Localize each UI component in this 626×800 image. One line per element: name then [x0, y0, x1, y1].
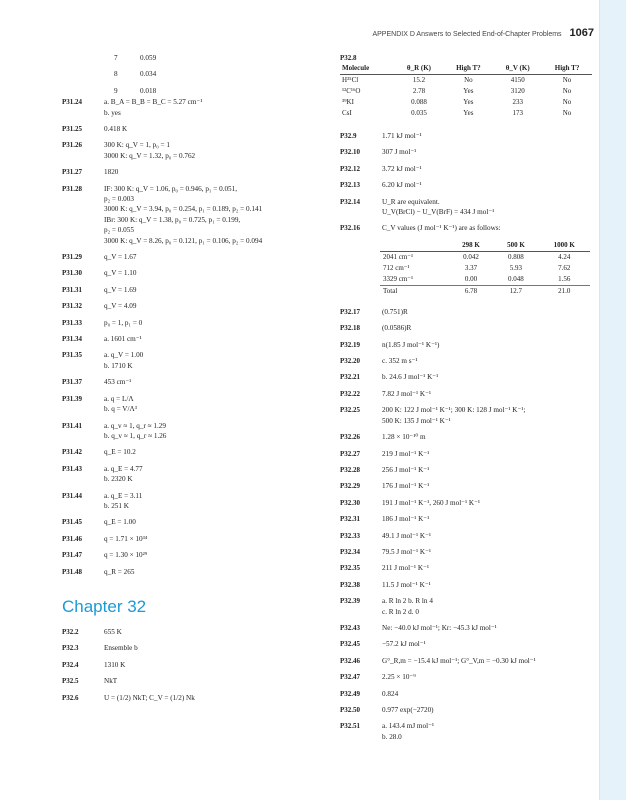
answer-text: a. q_E = 4.77 [104, 464, 143, 473]
answer-entry [340, 481, 592, 491]
table-cell: 3120 [510, 87, 525, 95]
answer-text: a. R ln 2 b. R ln 4 [382, 597, 433, 606]
answer-text: Ne: −40.0 kJ mol⁻¹; Kr: −45.3 kJ mol⁻¹ [382, 623, 497, 632]
answer-text: p₂ = 0.055 [104, 226, 134, 235]
answer-text: 186 J mol⁻¹ K⁻¹ [382, 515, 430, 524]
answer-text: 11.5 J mol⁻¹ K⁻¹ [382, 580, 431, 589]
answer-text: U_R are equivalent. [382, 197, 440, 206]
answer-entry [340, 180, 592, 190]
row-index: 7 [114, 54, 118, 62]
table-cell: 0.088 [411, 98, 427, 106]
table-cell: CsI [342, 109, 352, 117]
table-cell: Yes [463, 98, 474, 106]
table-cell: 4150 [510, 76, 525, 84]
answer-label: P32.17 [340, 307, 361, 316]
table-cell: 712 cm⁻¹ [383, 263, 410, 272]
table-cell: Total [380, 285, 448, 297]
answer-label: P31.35 [62, 351, 83, 360]
answer-entry [340, 307, 592, 317]
p31-23-continuation [62, 54, 327, 97]
answer-label: P31.30 [62, 269, 83, 278]
answer-label: P32.50 [340, 706, 361, 714]
answer-label: P31.39 [62, 394, 83, 403]
answer-text: 1820 [104, 168, 119, 177]
answer-text: IF: 300 K: q_V = 1.06, p₀ = 0.946, p₁ = 0.051, [104, 184, 238, 193]
answer-text: a. 1601 cm⁻¹ [104, 335, 142, 344]
answer-label: P32.6 [62, 693, 79, 702]
table-row [340, 86, 592, 97]
column-header [380, 240, 448, 252]
answer-entry [62, 124, 327, 134]
table-cell: 3329 cm⁻¹ [383, 274, 414, 283]
table-cell: 0.00 [464, 274, 478, 283]
answer-entry [62, 464, 327, 485]
answer-text: U_V(BrCl) − U_V(BrF) = 434 J mol⁻¹ [382, 208, 495, 217]
answer-entry [62, 301, 327, 311]
answer-entry [62, 550, 327, 560]
answer-text: b. yes [104, 108, 121, 117]
column-header: 500 K [493, 240, 538, 252]
answer-entry [62, 268, 327, 278]
answer-text: 3000 K: q_V = 1.32, p₀ = 0.762 [104, 151, 196, 160]
answer-label: P32.47 [340, 673, 361, 682]
answer-entry [62, 491, 327, 512]
answer-entry [340, 656, 592, 666]
chapter32-answers-left [62, 627, 327, 703]
answer-entry [62, 318, 327, 328]
row-index: 8 [114, 70, 118, 79]
table-cell: ³⁹KI [342, 98, 354, 106]
answer-text: 3000 K: q_V = 8.26, p₀ = 0.121, p₁ = 0.106, p₂ = 0.094 [104, 236, 263, 245]
answer-label: P32.18 [340, 324, 361, 333]
answer-label: P31.31 [62, 285, 83, 294]
table-cell: Yes [463, 87, 474, 95]
table-cell: 2041 cm⁻¹ [383, 252, 414, 261]
table-cell: No [464, 76, 473, 84]
table-cell: 173 [512, 109, 523, 117]
answer-entry [340, 405, 592, 426]
answer-text: a. q_v ≈ 1, q_r ≈ 1.29 [104, 421, 166, 430]
answer-text: 1310 K [104, 660, 126, 669]
answer-text: n(1.85 J mol⁻¹ K⁻¹) [382, 340, 440, 349]
chapter32-answers-right-a [340, 131, 592, 234]
answer-label: P32.13 [340, 181, 361, 190]
answer-entry [62, 184, 327, 246]
answer-entry [340, 580, 592, 590]
answer-label: P31.46 [62, 534, 83, 543]
answer-text: a. B_A = B_B = B_C = 5.27 cm⁻¹ [104, 98, 203, 107]
answer-text: q = 1.30 × 10²⁹ [104, 551, 148, 560]
answer-entry [62, 421, 327, 442]
table-row [380, 274, 590, 286]
table-cell: 7.62 [558, 263, 571, 272]
answer-label: P32.10 [340, 148, 361, 157]
answer-entry [62, 285, 327, 295]
answer-entry [340, 672, 592, 682]
answer-text: 0.824 [382, 689, 399, 698]
answer-entry [340, 372, 592, 382]
answer-text: q_E = 10.2 [104, 448, 136, 457]
table-cell: ¹²C¹⁶O [342, 87, 361, 95]
answer-label: P32.43 [340, 623, 361, 632]
column-header: 1000 K [538, 240, 590, 252]
answer-text: b. 1710 K [104, 361, 133, 370]
answer-label: P31.45 [62, 518, 83, 527]
answer-label: P32.29 [340, 482, 361, 491]
answer-entry [340, 721, 592, 742]
answer-entry [340, 514, 592, 524]
answer-label: P32.31 [340, 515, 361, 524]
answer-text: (0.0586)R [382, 324, 412, 333]
answer-text: IBr: 300 K: q_V = 1.38, p₀ = 0.725, p₁ = 0.199, [104, 215, 241, 224]
answer-label: P32.49 [340, 689, 361, 698]
answer-entry [62, 252, 327, 262]
answer-entry [340, 449, 592, 459]
table-cell: No [562, 98, 572, 106]
answer-entry [62, 334, 327, 344]
answer-entry [340, 356, 592, 366]
table-cell: 5.93 [509, 263, 523, 272]
answer-label: P31.26 [62, 141, 83, 150]
answer-text: c. R ln 2 d. 0 [382, 607, 419, 616]
answer-entry [340, 563, 592, 573]
answer-entry [62, 660, 327, 670]
answer-label: P31.44 [62, 491, 83, 500]
answer-text: 307 J mol⁻¹ [382, 148, 417, 157]
chapter-heading: Chapter 32 [62, 596, 147, 616]
answer-entry [62, 97, 327, 118]
answer-entry [62, 350, 327, 371]
answer-entry [340, 197, 592, 218]
column-header: 298 K [448, 240, 493, 252]
answer-text: 300 K: q_V = 1, p₀ = 1 [104, 141, 170, 150]
answer-text: NkT [104, 677, 118, 686]
answer-text: 256 J mol⁻¹ K⁻¹ [382, 465, 430, 474]
chapter31-answers [62, 97, 327, 577]
p32-8-table [340, 63, 592, 119]
answer-label: P32.51 [340, 722, 361, 731]
table-cell: 233 [512, 98, 523, 106]
answer-label: P32.5 [62, 677, 79, 686]
answer-label: P31.33 [62, 318, 83, 327]
answer-text: U = (1/2) NkT; C_V = (1/2) Nk [104, 693, 195, 702]
column-header: θ_R (K) [394, 63, 443, 75]
answer-entry [62, 693, 327, 703]
answer-text: q_V = 4.09 [104, 302, 137, 311]
answer-label: P32.22 [340, 389, 361, 398]
table-cell: 6.78 [448, 285, 493, 297]
answer-text: (0.751)R [382, 307, 408, 316]
answer-entry [340, 147, 592, 157]
answer-text: 0.418 K [104, 124, 128, 133]
column-header: High T? [443, 63, 493, 75]
answer-label: P31.48 [62, 567, 83, 576]
answer-text: 211 J mol⁻¹ K⁻¹ [382, 564, 429, 573]
answer-text: c. 352 m s⁻¹ [382, 357, 418, 366]
answer-label: P32.9 [340, 132, 357, 140]
row-value: 0.034 [140, 70, 157, 79]
answer-entry [62, 643, 327, 653]
answer-entry [340, 623, 592, 633]
answer-text: b. 251 K [104, 501, 129, 510]
answer-label: P32.34 [340, 547, 361, 556]
answer-text: 79.5 J mol⁻¹ K⁻¹ [382, 547, 432, 556]
answer-text: q_E = 1.00 [104, 518, 136, 527]
answer-text: q_R = 265 [104, 567, 135, 576]
answer-entry [62, 567, 327, 577]
answer-text: a. q_E = 3.11 [104, 491, 143, 500]
answer-text: b. q = V/Λ³ [104, 405, 137, 414]
answer-text: p₀ = 1, p₁ = 0 [104, 318, 143, 327]
column-header: θ_V (K) [493, 63, 542, 75]
running-head: APPENDIX D Answers to Selected End-of-Chapter Problems [372, 31, 562, 38]
answer-label: P32.39 [340, 597, 361, 606]
answer-text: 7.82 J mol⁻¹ K⁻¹ [382, 389, 432, 398]
answer-label: P32.4 [62, 660, 79, 669]
table-cell: 0.048 [508, 274, 524, 283]
table-cell: No [562, 109, 572, 117]
answer-text: b. 2320 K [104, 475, 133, 484]
row-value: 0.018 [140, 86, 157, 95]
answer-label: P32.38 [340, 580, 361, 589]
answer-text: a. 143.4 mJ mol⁻¹ [382, 722, 435, 731]
answer-label: P32.25 [340, 406, 361, 415]
answer-text: 219 J mol⁻¹ K⁻¹ [382, 449, 430, 458]
table-cell: 2.78 [412, 87, 426, 95]
answer-text: G°_R,m = −15.4 kJ mol⁻¹; G°_V,m = −0.30 kJ mol⁻¹ [382, 656, 536, 665]
p32-8-block [340, 54, 592, 119]
answer-text: 49.1 J mol⁻¹ K⁻¹ [382, 531, 432, 540]
table-row [62, 70, 327, 80]
answer-text: q_V = 1.10 [104, 269, 137, 278]
table-row [62, 54, 327, 64]
table-cell: No [562, 87, 572, 95]
answer-label: P32.14 [340, 197, 361, 206]
answer-text: p₂ = 0.003 [104, 195, 134, 204]
answer-entry [340, 223, 592, 233]
column-header: High T? [542, 63, 592, 75]
answer-label: P32.19 [340, 340, 361, 349]
answer-label: P32.26 [340, 433, 361, 442]
row-index: 9 [114, 86, 118, 95]
answer-label: P31.42 [62, 448, 83, 457]
page-header [0, 27, 594, 39]
table-row [340, 108, 592, 119]
table-row [380, 263, 590, 274]
answer-text: 1.71 kJ mol⁻¹ [382, 132, 422, 140]
right-column [340, 54, 592, 748]
answer-text: b. 24.6 J mol⁻¹ K⁻¹ [382, 373, 439, 382]
answer-label: P31.27 [62, 168, 83, 177]
answer-text: 1.28 × 10⁻¹⁰ m [382, 433, 426, 442]
row-value: 0.059 [140, 54, 157, 62]
answer-label: P32.20 [340, 357, 361, 366]
answer-text: 500 K: 135 J mol⁻¹ K⁻¹ [382, 416, 451, 425]
table-cell: 0.035 [411, 109, 427, 117]
answer-text: a. q_V = 1.00 [104, 351, 144, 360]
answer-entry [340, 465, 592, 475]
answer-text: Ensemble b [104, 644, 138, 653]
answer-label: P32.28 [340, 465, 361, 474]
answer-text: a. q = L/Λ [104, 394, 134, 403]
answer-label: P31.29 [62, 253, 83, 262]
answer-label: P31.28 [62, 184, 83, 193]
answer-label: P32.12 [340, 164, 361, 173]
answer-text: q_V = 1.69 [104, 285, 137, 294]
answer-entry [62, 394, 327, 415]
table-cell: 3.37 [464, 263, 478, 272]
answer-text: 3000 K: q_V = 3.94, p₀ = 0.254, p₁ = 0.189, p₂ = 0.141 [104, 205, 263, 214]
table-cell: 1.56 [558, 274, 571, 283]
page-edge-tab [599, 0, 626, 800]
answer-text: 453 cm⁻¹ [104, 378, 132, 387]
answer-label: P31.24 [62, 98, 83, 107]
answer-label: P31.32 [62, 302, 83, 311]
answer-text: 2.25 × 10⁻⁹ [382, 673, 416, 682]
answer-entry [340, 432, 592, 442]
answer-label: P32.8 [340, 54, 357, 62]
answer-label: P31.34 [62, 335, 83, 344]
answer-text: 191 J mol⁻¹ K⁻¹, 260 J mol⁻¹ K⁻¹ [382, 498, 481, 507]
left-column [62, 54, 327, 709]
answer-label: P32.30 [340, 498, 361, 507]
answer-entry [340, 547, 592, 557]
p32-16-table [380, 240, 590, 297]
answer-entry [62, 676, 327, 686]
answer-entry [340, 389, 592, 399]
answer-entry [62, 447, 327, 457]
answer-label: P32.35 [340, 564, 361, 573]
answer-label: P32.46 [340, 656, 361, 665]
table-row [340, 75, 592, 87]
column-header: Molecule [340, 63, 394, 75]
page-number: 1067 [569, 27, 594, 39]
table-row [62, 87, 327, 97]
answer-label: P32.3 [62, 644, 79, 653]
answer-text: 655 K [104, 627, 122, 636]
table-cell: H³⁵Cl [342, 76, 359, 84]
answer-label: P31.43 [62, 464, 83, 473]
answer-label: P32.16 [340, 224, 361, 233]
table-cell: Yes [463, 109, 474, 117]
answer-entry [62, 140, 327, 161]
answer-entry [340, 131, 592, 141]
answer-entry [62, 627, 327, 637]
answer-entry [62, 167, 327, 177]
answer-text: −57.2 kJ mol⁻¹ [382, 640, 426, 649]
table-cell: 12.7 [493, 285, 538, 297]
answer-label: P32.45 [340, 640, 361, 649]
chapter32-answers-right-b [340, 307, 592, 742]
answer-text: b. q_v ≈ 1, q_r ≈ 1.26 [104, 431, 167, 440]
table-row [380, 251, 590, 263]
table-row [380, 285, 590, 297]
answer-text: q = 1.71 × 10³⁴ [104, 534, 148, 543]
table-cell: 0.042 [463, 252, 479, 261]
answer-entry [62, 517, 327, 527]
answer-label: P32.2 [62, 627, 79, 636]
table-cell: No [562, 76, 572, 84]
answer-text: 6.20 kJ mol⁻¹ [382, 181, 422, 190]
answer-label: P31.47 [62, 551, 83, 560]
answer-text: b. 28.0 [382, 732, 402, 741]
answer-entry [62, 377, 327, 387]
table-cell: 0.808 [508, 252, 524, 261]
answer-entry [340, 340, 592, 350]
answer-text: q_V = 1.67 [104, 253, 137, 262]
answer-entry [340, 705, 592, 715]
answer-label: P32.27 [340, 449, 361, 458]
answer-label: P32.21 [340, 373, 361, 382]
answer-label: P32.33 [340, 531, 361, 540]
answer-entry [340, 689, 592, 699]
table-cell: 4.24 [558, 252, 571, 261]
answer-label: P31.41 [62, 421, 83, 430]
table-cell: 21.0 [538, 285, 590, 297]
table-row [340, 97, 592, 108]
table-cell: 15.2 [412, 76, 426, 84]
answer-entry [340, 323, 592, 333]
answer-entry [340, 596, 592, 617]
answer-text: 176 J mol⁻¹ K⁻¹ [382, 482, 430, 491]
answer-entry [340, 164, 592, 174]
answer-text: C_V values (J mol⁻¹ K⁻¹) are as follows: [382, 224, 501, 233]
answer-entry [62, 534, 327, 544]
answer-label: P31.37 [62, 378, 83, 387]
answer-entry [340, 639, 592, 649]
answer-entry [340, 498, 592, 508]
answer-text: 200 K: 122 J mol⁻¹ K⁻¹; 300 K: 128 J mol⁻¹ K⁻¹; [382, 406, 526, 415]
answer-text: 3.72 kJ mol⁻¹ [382, 164, 422, 173]
answer-entry [340, 531, 592, 541]
answer-text: 0.977 exp(−2720) [382, 706, 434, 714]
answer-label: P31.25 [62, 124, 83, 133]
